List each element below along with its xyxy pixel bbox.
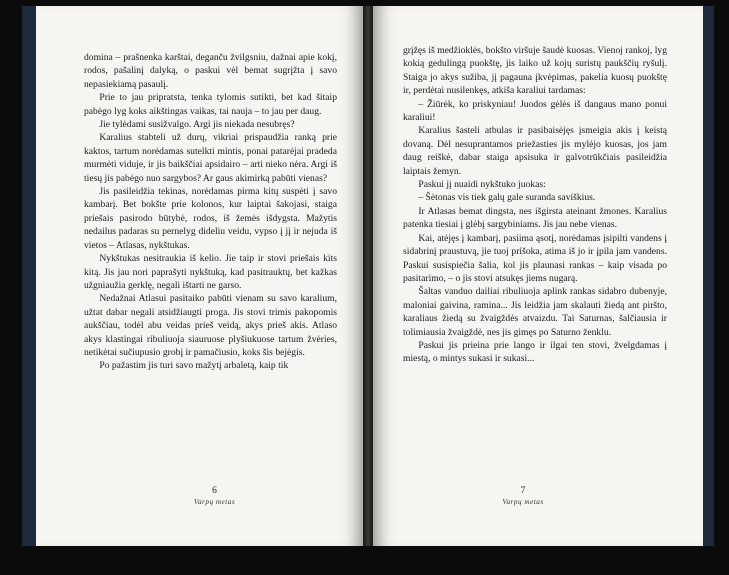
paragraph: domina – prašnenka karštai, deganču žvilgsniu, dažnai apie kokį, rodos, pašalinį dalyką, o paskui vėl bemat sugrįžta į savo nepasiekiamą pasaulį. bbox=[84, 52, 337, 90]
right-page bbox=[373, 6, 703, 546]
paragraph: Karalius stabteli už durų, vikriai prispaudžia ranką prie kaktos, tartum norėdamas sutelkti mintis, ponai patarėjai pradeda murmėti viduje, ir jis baikščiai apsidairo – arti nieko nėra. Argi iš tiesų jis pabėgo nuo sargybos? Ar gaus akimirką pabūti vienas? bbox=[84, 132, 337, 184]
paragraph: Paskui jis prieina prie lango ir ilgai ten stovi, žvelgdamas į miestą, o mintys sukasi ir sukasi... bbox=[403, 339, 667, 365]
paragraph: Jis pasileidžia tekinas, norėdamas pirma kitų suspėti į savo kambarį. Bet bokšte prie kolonos, kur laiptai šakojasi, staiga priešais pasirodo būtybė, rodos, iš žemės išdygsta. Mažytis nedailus padaras su pernelyg dideliu veidu, vypso į jį ir nejuda iš vietos – Atlasas, nykštukas. bbox=[84, 186, 337, 251]
running-title: Varpų metas bbox=[193, 498, 236, 506]
left-page-text bbox=[84, 51, 337, 373]
paragraph: Nedažnai Atlasui pasitaiko pabūti vienam su savo karalium, užtat dabar negali atsidžiaugti proga. Jis stovi trimis pakopomis aukščiau, todėl abu veidas prieš veidą, akys prieš akis. Atlaso akys klastingai ribuliuoja siauruose plyšiukuose tartum žvėries, netikėtai sučiupusio grobį ir pamačiusio, koks šis bejėgis. bbox=[84, 293, 337, 358]
paragraph: – Šėtonas vis tiek galų gale suranda saviškius. bbox=[418, 192, 596, 204]
paragraph: Kai, atėjęs į kambarį, pasiima ąsotį, norėdamas įsipilti vandens į sidabrinį praustuvą, jie tuoj prišoka, atima iš jo ir įpila jam vandens. Paskui susispiečia šalia, kol jis plaunasi rankas – kaip visada po pasitarimo, – o jis stovi atsukęs jiems nugarą. bbox=[403, 232, 667, 284]
right-page-text bbox=[403, 44, 667, 366]
book-spread bbox=[22, 6, 714, 546]
paragraph: Nykštukas nesitraukia iš kelio. Jie taip ir stovi priešais kits kitą. Jis jau nori paprašyti nykštuką, kad pasitrauktų, bet kažkas užgniaužia gerklę, negali ištarti ne garso. bbox=[84, 253, 337, 291]
left-page bbox=[36, 6, 363, 546]
paragraph: Prie to jau pripratsta, tenka tylomis sutikti, bet kad šitaip pabėgo lyg koks aikštingas vaikas, tai nauja – to jau per daug. bbox=[84, 92, 337, 117]
paragraph: Paskui jį nuaidi nykštuko juokas: bbox=[418, 179, 546, 191]
paragraph: grįžęs iš medžioklės, bokšto viršuje šaudė kuosas. Vienoj rankoj, lyg kokią gedulingą puokštę, jis laiko už kojų suristų paukščių ryšulį. Staiga jo akys sužiba, jį pagauna įkvėpimas, pakelia kuosų puokštę ir, perdėtai nusilenkęs, atkiša karaliui tardamas: bbox=[403, 45, 667, 97]
page-number: 7 bbox=[520, 486, 526, 496]
paragraph: Jie tylėdami susižvalgo. Argi jis niekada nesubręs? bbox=[99, 119, 295, 131]
book-gutter bbox=[363, 6, 373, 546]
paragraph: Karalius šasteli atbulas ir pasibaisėjęs įsmeigia akis į keistą dovaną. Dėl nesuprantamos priežasties jis mylėjo kuosas, jos jam daug reiškė, dabar staiga apsisuka ir galvotrūkčiais pasileidžia laiptais žemyn. bbox=[403, 125, 667, 177]
paragraph: Ir Atlasas bemat dingsta, nes išgirsta ateinant žmones. Karalius patenka tiesiai į glėbį sargybiniams. Jis jau nebe vienas. bbox=[403, 205, 667, 231]
paragraph: Po pažastim jis turi savo mažytį arbaletą, kaip tik bbox=[99, 360, 289, 372]
paragraph: Šaltas vanduo dailiai ribuliuoja aplink rankas sidabro dubenyje, maloniai gaivina, ramina... Jis leidžia jam skalauti žiedą ant piršto, karaliaus žiedą su žvaigždės atvaizdu. Tai Saturnas, šalčiausia ir tolimiausia žvaigždė, nes jis gimęs po Saturno ženklu. bbox=[403, 286, 667, 338]
left-folio bbox=[36, 486, 363, 508]
page-number: 6 bbox=[212, 486, 217, 496]
running-title: Varpų metas bbox=[502, 498, 544, 506]
right-folio bbox=[373, 486, 703, 508]
paragraph: – Žiūrėk, ko priskyniau! Juodos gėlės iš dangaus mano ponui karaliui! bbox=[403, 98, 667, 124]
